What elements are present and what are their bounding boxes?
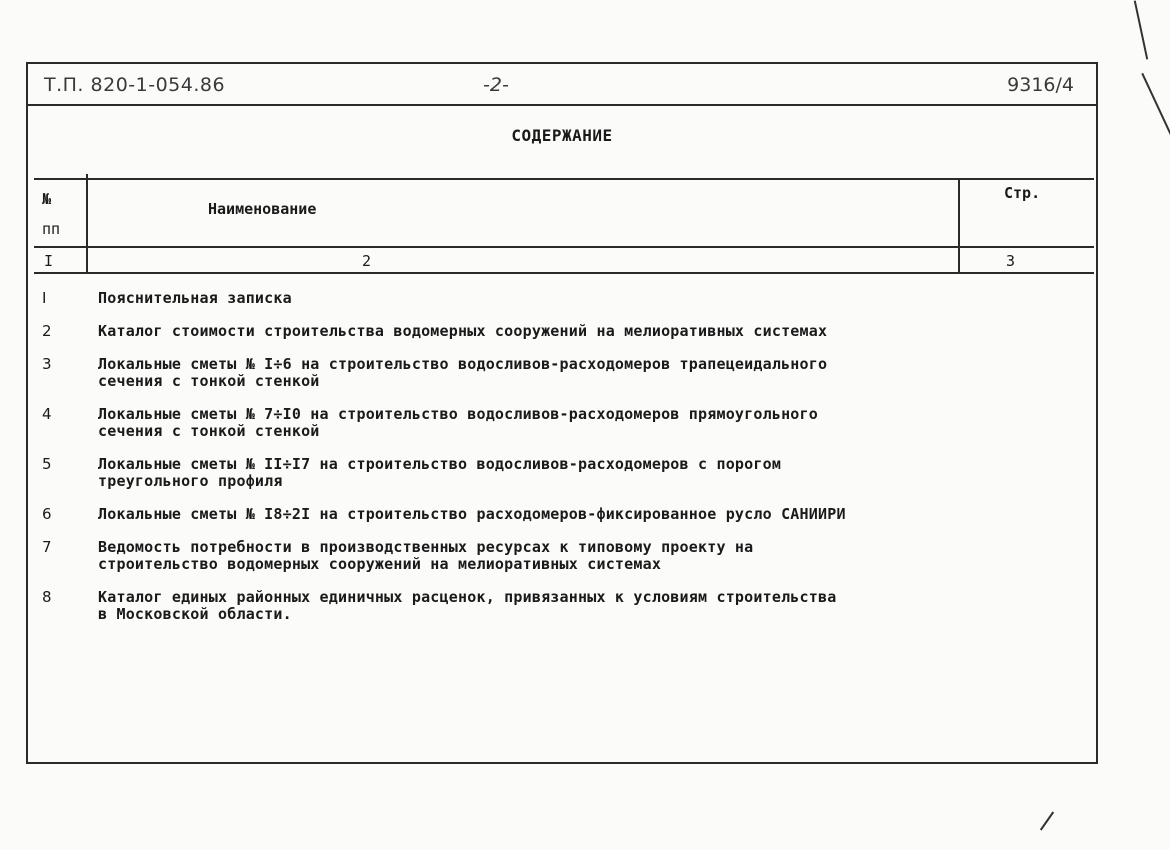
item-text: Пояснительная записка bbox=[98, 289, 292, 307]
item-number: 3 bbox=[42, 355, 52, 373]
list-item bbox=[42, 406, 1002, 440]
page-title: СОДЕРЖАНИЕ bbox=[511, 126, 613, 145]
col-divider-2 bbox=[958, 178, 960, 274]
column-number-2: 2 bbox=[362, 252, 372, 270]
item-text: Ведомость потребности в производственных ресурсах к типовому проекту на строительство водомерных сооружений на мелиоративных системах bbox=[98, 538, 754, 573]
item-text: Локальные сметы № I÷6 на строительство водосливов-расходомеров трапецеидального сечения с тонкой стенкой bbox=[98, 355, 828, 390]
list-item bbox=[42, 323, 1002, 340]
list-item bbox=[42, 290, 1002, 307]
item-text: Локальные сметы № I8÷2I на строительство расходомеров-фиксированное русло САНИИРИ bbox=[98, 505, 846, 523]
stamp-row bbox=[28, 64, 1096, 106]
column-numbers-border bbox=[34, 272, 1094, 274]
item-number: 2 bbox=[42, 322, 52, 340]
scan-edge-mark bbox=[1040, 811, 1054, 830]
item-number: 6 bbox=[42, 505, 52, 523]
item-number: 5 bbox=[42, 455, 52, 473]
archive-number: 9316/4 bbox=[1007, 74, 1074, 96]
list-item bbox=[42, 506, 1002, 523]
list-item bbox=[42, 539, 1002, 573]
item-number: I bbox=[42, 289, 47, 307]
col-divider-1 bbox=[86, 174, 88, 274]
item-text: Локальные сметы № 7÷I0 на строительство водосливов-расходомеров прямоугольного сечения с тонкой стенкой bbox=[98, 405, 818, 440]
column-number-3: 3 bbox=[1006, 252, 1016, 270]
item-text: Локальные сметы № II÷I7 на строительство водосливов-расходомеров с порогом треугольного профиля bbox=[98, 455, 782, 490]
column-number-1: I bbox=[44, 252, 54, 270]
page-number: -2- bbox=[483, 74, 509, 96]
header-name: Наименование bbox=[208, 200, 317, 218]
scan-edge-mark bbox=[1134, 0, 1148, 59]
list-item bbox=[42, 589, 1002, 623]
contents-list bbox=[42, 290, 1002, 639]
table-top-border bbox=[34, 178, 1094, 180]
header-bottom-border bbox=[34, 246, 1094, 248]
list-item bbox=[42, 356, 1002, 390]
header-number-top: № bbox=[42, 190, 52, 208]
item-text: Каталог единых районных единичных расценок, привязанных к условиям строительства в Московской области. bbox=[98, 588, 837, 623]
item-number: 4 bbox=[42, 405, 52, 423]
header-page: Стр. bbox=[1004, 184, 1041, 202]
list-item bbox=[42, 456, 1002, 490]
document-sheet bbox=[26, 62, 1098, 764]
doc-code: Т.П. 820-1-054.86 bbox=[44, 74, 226, 96]
item-text: Каталог стоимости строительства водомерных сооружений на мелиоративных системах bbox=[98, 322, 828, 340]
item-number: 7 bbox=[42, 538, 52, 556]
item-number: 8 bbox=[42, 588, 52, 606]
header-number-bottom: пп bbox=[42, 220, 61, 238]
scan-edge-mark bbox=[1141, 73, 1170, 137]
